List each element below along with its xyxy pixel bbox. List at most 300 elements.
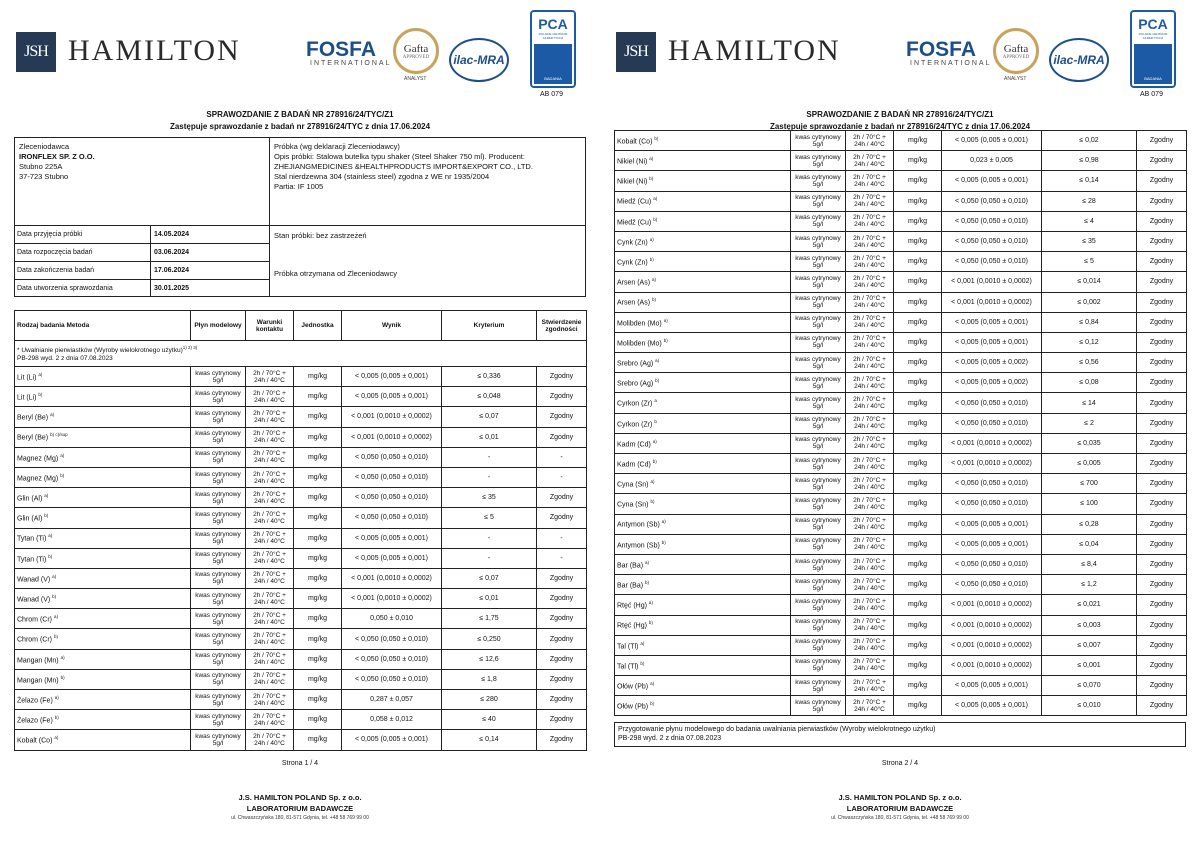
- conformity-cell: Zgodny: [1137, 373, 1187, 393]
- table-row: [15, 629, 587, 649]
- table-row: [15, 730, 587, 750]
- result-cell: < 0,005 (0,005 ± 0,001): [942, 534, 1042, 554]
- element-label: Żelazo (Fe): [17, 717, 53, 725]
- conditions-cell: 2h / 70°C + 24h / 40°C: [846, 272, 894, 292]
- fluid-cell: kwas cytrynowy 5g/l: [791, 575, 846, 595]
- criterion-cell: ≤ 0,070: [1042, 676, 1137, 696]
- element-label: Arsen (As): [617, 299, 651, 307]
- result-cell: < 0,050 (0,050 ± 0,010): [942, 413, 1042, 433]
- col-fluid: Płyn modelowy: [191, 311, 246, 341]
- fluid-cell: kwas cytrynowy 5g/l: [791, 191, 846, 211]
- fosfa-subtitle: INTERNATIONAL: [310, 60, 392, 67]
- footer-lab: LABORATORIUM BADAWCZE: [846, 804, 954, 813]
- conditions-cell: 2h / 70°C + 24h / 40°C: [846, 373, 894, 393]
- fluid-cell: kwas cytrynowy 5g/l: [791, 231, 846, 251]
- conditions-cell: 2h / 70°C + 24h / 40°C: [246, 467, 294, 487]
- fluid-cell: kwas cytrynowy 5g/l: [791, 332, 846, 352]
- element-footnote: b): [653, 216, 658, 222]
- result-cell: < 0,001 (0,0010 ± 0,0002): [942, 615, 1042, 635]
- sample-description: Opis próbki: Stalowa butelka typu shaker (Steel Shaker 750 ml). Producent: ZHEJIANGMEDICINES &HEALTHPRODUCTS IMPORT&EXPORT CO., LTD.: [274, 152, 533, 171]
- table-row: [615, 595, 1187, 615]
- element-label: Cyna (Sn): [617, 501, 649, 509]
- element-footnote: a): [53, 614, 58, 620]
- pca-number: AB 079: [540, 91, 563, 98]
- element-label: Magnez (Mg): [17, 455, 59, 462]
- fluid-cell: kwas cytrynowy 5g/l: [191, 609, 246, 629]
- result-cell: < 0,050 (0,050 ± 0,010): [342, 467, 442, 487]
- conditions-cell: 2h / 70°C + 24h / 40°C: [246, 730, 294, 750]
- gafta-subtitle: ANALYST: [404, 76, 427, 82]
- criterion-cell: ≤ 0,28: [1042, 514, 1137, 534]
- criterion-cell: ≤ 0,14: [1042, 171, 1137, 191]
- table-row: [615, 676, 1187, 696]
- result-cell: < 0,001 (0,0010 ± 0,0002): [942, 454, 1042, 474]
- element-name: [15, 508, 191, 528]
- unit-cell: mg/kg: [294, 548, 342, 568]
- element-footnote: a): [653, 196, 658, 202]
- conditions-cell: 2h / 70°C + 24h / 40°C: [846, 575, 894, 595]
- criterion-cell: ≤ 0,003: [1042, 615, 1137, 635]
- conformity-cell: Zgodny: [1137, 595, 1187, 615]
- conformity-cell: Zgodny: [1137, 676, 1187, 696]
- table-row: [615, 433, 1187, 453]
- table-row: [15, 447, 587, 467]
- conformity-cell: Zgodny: [537, 690, 587, 710]
- unit-cell: mg/kg: [894, 696, 942, 716]
- unit-cell: mg/kg: [294, 568, 342, 588]
- result-cell: < 0,050 (0,050 ± 0,010): [942, 211, 1042, 231]
- conditions-cell: 2h / 70°C + 24h / 40°C: [846, 252, 894, 272]
- element-label: Bar (Ba): [617, 562, 644, 570]
- element-footnote: a: [654, 398, 657, 404]
- sample-state: Stan próbki: bez zastrzeżeń: [274, 231, 367, 240]
- footer-address: ul. Chwaszczyńska 180, 81-571 Gdynia, tel. +48 58 769 99 00: [831, 815, 969, 821]
- table-row: [615, 474, 1187, 494]
- client-city: 37-723 Stubno: [19, 172, 69, 181]
- unit-cell: mg/kg: [894, 171, 942, 191]
- fluid-cell: kwas cytrynowy 5g/l: [791, 696, 846, 716]
- element-name: [615, 332, 791, 352]
- conformity-cell: Zgodny: [1137, 696, 1187, 716]
- criterion-cell: ≤ 700: [1042, 474, 1137, 494]
- element-label: Cynk (Zn): [617, 259, 648, 267]
- conditions-cell: 2h / 70°C + 24h / 40°C: [846, 655, 894, 675]
- result-cell: < 0,005 (0,005 ± 0,001): [342, 730, 442, 750]
- conditions-cell: 2h / 70°C + 24h / 40°C: [246, 508, 294, 528]
- result-cell: < 0,005 (0,005 ± 0,001): [942, 676, 1042, 696]
- element-name: [15, 629, 191, 649]
- conditions-cell: 2h / 70°C + 24h / 40°C: [846, 676, 894, 696]
- element-label: Bar (Ba): [617, 582, 644, 590]
- element-label: Glin (Al): [17, 495, 43, 503]
- fluid-cell: kwas cytrynowy 5g/l: [791, 514, 846, 534]
- table-row: [615, 615, 1187, 635]
- element-footnote: b): [652, 458, 657, 464]
- conformity-cell: Zgodny: [537, 387, 587, 407]
- gafta-logo: [393, 28, 439, 74]
- criterion-cell: ≤ 280: [442, 690, 537, 710]
- table-row: [15, 427, 587, 447]
- result-cell: < 0,005 (0,005 ± 0,001): [942, 131, 1042, 151]
- element-label: Wanad (V): [17, 596, 51, 604]
- conformity-cell: Zgodny: [537, 508, 587, 528]
- fluid-cell: kwas cytrynowy 5g/l: [791, 433, 846, 453]
- unit-cell: mg/kg: [894, 191, 942, 211]
- unit-cell: mg/kg: [894, 595, 942, 615]
- element-label: Glin (Al): [17, 515, 43, 523]
- conformity-cell: Zgodny: [1137, 171, 1187, 191]
- element-footnote: a): [60, 654, 65, 660]
- element-name: [615, 433, 791, 453]
- conditions-cell: 2h / 70°C + 24h / 40°C: [846, 534, 894, 554]
- result-cell: < 0,005 (0,005 ± 0,001): [942, 171, 1042, 191]
- element-label: Arsen (As): [617, 279, 651, 287]
- result-cell: < 0,050 (0,050 ± 0,010): [942, 474, 1042, 494]
- result-cell: < 0,001 (0,0010 ± 0,0002): [942, 272, 1042, 292]
- fluid-cell: kwas cytrynowy 5g/l: [791, 252, 846, 272]
- conformity-cell: Zgodny: [1137, 393, 1187, 413]
- criterion-cell: ≤ 100: [1042, 494, 1137, 514]
- conditions-cell: 2h / 70°C + 24h / 40°C: [846, 494, 894, 514]
- result-cell: < 0,050 (0,050 ± 0,010): [942, 252, 1042, 272]
- date-label: Data rozpoczęcia badań: [17, 249, 93, 256]
- conformity-cell: -: [537, 467, 587, 487]
- element-footnote: a): [650, 680, 655, 686]
- section-note-line1: * Uwalnianie pierwiastków (Wyroby wielokrotnego użytku): [17, 347, 183, 355]
- element-name: [15, 609, 191, 629]
- unit-cell: mg/kg: [294, 629, 342, 649]
- gafta-approved: APPROVED: [1002, 54, 1030, 60]
- table-row: [15, 568, 587, 588]
- element-name: [615, 312, 791, 332]
- fluid-cell: kwas cytrynowy 5g/l: [791, 534, 846, 554]
- element-name: [15, 669, 191, 689]
- element-footnote: a): [44, 493, 49, 499]
- conditions-cell: 2h / 70°C + 24h / 40°C: [246, 629, 294, 649]
- table-row: [15, 508, 587, 528]
- result-cell: 0,023 ± 0,005: [942, 151, 1042, 171]
- element-name: [615, 554, 791, 574]
- report-title: SPRAWOZDANIE Z BADAŃ NR 278916/24/TYC/Z1: [806, 110, 994, 119]
- report-subtitle: Zastępuje sprawozdanie z badań nr 278916/24/TYC z dnia 17.06.2024: [169, 122, 431, 131]
- unit-cell: mg/kg: [894, 151, 942, 171]
- element-label: Kadm (Cd): [617, 461, 651, 469]
- element-footnote: b): [648, 620, 653, 626]
- result-cell: < 0,001 (0,0010 ± 0,0002): [342, 589, 442, 609]
- element-label: Srebro (Ag): [617, 380, 654, 388]
- fluid-cell: kwas cytrynowy 5g/l: [791, 272, 846, 292]
- conformity-cell: Zgodny: [537, 609, 587, 629]
- unit-cell: mg/kg: [894, 393, 942, 413]
- table-row: [15, 669, 587, 689]
- criterion-cell: ≤ 0,007: [1042, 635, 1137, 655]
- unit-cell: mg/kg: [894, 292, 942, 312]
- conformity-cell: Zgodny: [1137, 231, 1187, 251]
- sample-label: Próbka (wg deklaracji Zleceniodawcy): [274, 142, 400, 151]
- element-name: [615, 655, 791, 675]
- element-name: [15, 548, 191, 568]
- element-label: Beryl (Be): [17, 434, 49, 442]
- table-row: [615, 151, 1187, 171]
- result-cell: 0,050 ± 0,010: [342, 609, 442, 629]
- sample-batch: Partia: IF 1005: [274, 182, 324, 191]
- date-label: Data zakończenia badań: [17, 267, 95, 274]
- element-name: [615, 292, 791, 312]
- result-cell: < 0,001 (0,0010 ± 0,0002): [342, 407, 442, 427]
- element-name: [15, 649, 191, 669]
- element-footnote: b) c)/sup: [50, 432, 68, 438]
- pca-badge: BADANIA: [534, 44, 572, 84]
- conditions-cell: 2h / 70°C + 24h / 40°C: [246, 690, 294, 710]
- result-cell: < 0,050 (0,050 ± 0,010): [342, 669, 442, 689]
- element-name: [15, 589, 191, 609]
- table-row: [615, 655, 1187, 675]
- pca-badge: BADANIA: [1134, 44, 1172, 84]
- result-cell: < 0,050 (0,050 ± 0,010): [342, 447, 442, 467]
- element-footnote: a): [655, 357, 660, 363]
- criterion-cell: ≤ 0,005: [1042, 454, 1137, 474]
- element-name: [15, 367, 191, 387]
- criterion-cell: ≤ 0,56: [1042, 353, 1137, 373]
- fluid-cell: kwas cytrynowy 5g/l: [791, 393, 846, 413]
- element-footnote: b): [650, 701, 655, 707]
- element-footnote: b): [652, 297, 657, 303]
- date-label: Data utworzenia sprawozdania: [17, 285, 113, 292]
- element-label: Ołów (Pb): [617, 703, 649, 711]
- col-conformity: Stwierdzenie zgodności: [537, 311, 587, 341]
- result-cell: < 0,001 (0,0010 ± 0,0002): [342, 568, 442, 588]
- element-name: [615, 131, 791, 151]
- element-footnote: b): [663, 337, 668, 343]
- fluid-cell: kwas cytrynowy 5g/l: [791, 312, 846, 332]
- fluid-cell: kwas cytrynowy 5g/l: [791, 353, 846, 373]
- conditions-cell: 2h / 70°C + 24h / 40°C: [246, 528, 294, 548]
- element-name: [615, 211, 791, 231]
- element-label: Lit (Li): [17, 374, 37, 382]
- result-cell: < 0,005 (0,005 ± 0,001): [942, 312, 1042, 332]
- conformity-cell: -: [537, 548, 587, 568]
- conditions-cell: 2h / 70°C + 24h / 40°C: [846, 554, 894, 574]
- element-name: [615, 454, 791, 474]
- preparation-note-line2: PB-298 wyd. 2 z dnia 07.08.2023: [618, 735, 722, 742]
- table-row: [615, 272, 1187, 292]
- criterion-cell: ≤ 0,02: [1042, 131, 1137, 151]
- section-note-line2: PB-298 wyd. 2 z dnia 07.08.2023: [17, 355, 113, 363]
- criterion-cell: ≤ 35: [442, 488, 537, 508]
- element-footnote: a): [663, 317, 668, 323]
- fluid-cell: kwas cytrynowy 5g/l: [791, 494, 846, 514]
- table-row: [15, 690, 587, 710]
- element-label: Mangan (Mn): [17, 656, 59, 664]
- date-value: 17.06.2024: [150, 262, 270, 279]
- result-cell: < 0,050 (0,050 ± 0,010): [942, 393, 1042, 413]
- element-label: Nikiel (Ni): [617, 158, 648, 166]
- table-row: [15, 528, 587, 548]
- result-cell: 0,287 ± 0,057: [342, 690, 442, 710]
- client-name: IRONFLEX SP. Z O.O.: [19, 152, 95, 161]
- table-row: [15, 649, 587, 669]
- page-number: Strona 2 / 4: [881, 760, 919, 767]
- element-footnote: a): [649, 236, 654, 242]
- date-value: 14.05.2024: [150, 226, 270, 243]
- criterion-cell: ≤ 1,2: [1042, 575, 1137, 595]
- element-footnote: b): [52, 593, 57, 599]
- element-name: [615, 534, 791, 554]
- conditions-cell: 2h / 70°C + 24h / 40°C: [246, 710, 294, 730]
- element-footnote: a): [38, 371, 43, 377]
- unit-cell: mg/kg: [894, 211, 942, 231]
- hamilton-logo-mark: JSH: [16, 32, 56, 72]
- fluid-cell: kwas cytrynowy 5g/l: [191, 568, 246, 588]
- conformity-cell: Zgodny: [537, 669, 587, 689]
- table-row: [615, 292, 1187, 312]
- element-footnote: a): [652, 277, 657, 283]
- criterion-cell: ≤ 0,04: [1042, 534, 1137, 554]
- element-name: [15, 467, 191, 487]
- criterion-cell: ≤ 12,6: [442, 649, 537, 669]
- result-cell: < 0,005 (0,005 ± 0,001): [942, 696, 1042, 716]
- preparation-note: [614, 722, 1186, 747]
- result-cell: < 0,050 (0,050 ± 0,010): [942, 575, 1042, 595]
- pca-number: AB 079: [1140, 91, 1163, 98]
- element-label: Cyrkon (Zr): [617, 400, 653, 408]
- element-label: Chrom (Cr): [17, 636, 52, 644]
- table-row: [615, 131, 1187, 151]
- table-row: [615, 635, 1187, 655]
- element-label: Wanad (V): [17, 576, 51, 584]
- element-name: [615, 272, 791, 292]
- element-name: [15, 528, 191, 548]
- footer-address: ul. Chwaszczyńska 180, 81-571 Gdynia, tel. +48 58 769 99 00: [231, 815, 369, 821]
- conformity-cell: -: [537, 447, 587, 467]
- fluid-cell: kwas cytrynowy 5g/l: [191, 629, 246, 649]
- element-label: Tytan (Ti): [17, 535, 47, 543]
- element-footnote: a): [661, 519, 666, 525]
- result-cell: < 0,050 (0,050 ± 0,010): [942, 191, 1042, 211]
- element-name: [615, 171, 791, 191]
- fluid-cell: kwas cytrynowy 5g/l: [191, 447, 246, 467]
- conditions-cell: 2h / 70°C + 24h / 40°C: [246, 548, 294, 568]
- element-name: [15, 568, 191, 588]
- client-label: Zleceniodawca: [19, 142, 70, 151]
- element-name: [15, 488, 191, 508]
- conformity-cell: Zgodny: [1137, 474, 1187, 494]
- conditions-cell: 2h / 70°C + 24h / 40°C: [846, 231, 894, 251]
- element-name: [615, 595, 791, 615]
- element-name: [15, 447, 191, 467]
- element-footnote: a): [52, 573, 57, 579]
- page-number: Strona 1 / 4: [281, 760, 319, 767]
- divider: [270, 225, 586, 226]
- table-row: [615, 696, 1187, 716]
- element-name: [615, 393, 791, 413]
- conditions-cell: 2h / 70°C + 24h / 40°C: [846, 615, 894, 635]
- element-label: Chrom (Cr): [17, 616, 52, 624]
- criterion-cell: -: [442, 548, 537, 568]
- criterion-cell: -: [442, 467, 537, 487]
- sample-steel: Stal nierdzewna 304 (stainless steel) zgodna z WE nr 1935/2004: [274, 172, 490, 181]
- conditions-cell: 2h / 70°C + 24h / 40°C: [246, 609, 294, 629]
- conditions-cell: 2h / 70°C + 24h / 40°C: [846, 393, 894, 413]
- result-cell: < 0,005 (0,005 ± 0,001): [942, 514, 1042, 534]
- pca-subtitle: POLSKIE CENTRUM AKREDYTACJI: [538, 32, 568, 40]
- element-label: Cyrkon (Zr): [617, 420, 653, 428]
- unit-cell: mg/kg: [894, 433, 942, 453]
- element-name: [15, 407, 191, 427]
- result-cell: < 0,050 (0,050 ± 0,010): [942, 494, 1042, 514]
- table-row: [15, 407, 587, 427]
- result-cell: < 0,001 (0,0010 ± 0,0002): [942, 635, 1042, 655]
- criterion-cell: ≤ 0,021: [1042, 595, 1137, 615]
- client-block: [15, 138, 270, 225]
- result-cell: < 0,005 (0,005 ± 0,001): [942, 332, 1042, 352]
- table-row: [15, 548, 587, 568]
- section-note-sup: 1) 2) 3): [182, 345, 198, 350]
- element-label: Molibden (Mo): [617, 340, 662, 348]
- element-name: [15, 710, 191, 730]
- conformity-cell: Zgodny: [537, 649, 587, 669]
- element-footnote: b): [53, 634, 58, 640]
- result-cell: < 0,005 (0,005 ± 0,001): [342, 387, 442, 407]
- table-row: [615, 312, 1187, 332]
- element-footnote: a): [54, 735, 59, 741]
- element-label: Beryl (Be): [17, 414, 49, 422]
- element-footnote: a): [640, 640, 645, 646]
- unit-cell: mg/kg: [294, 528, 342, 548]
- criterion-cell: ≤ 35: [1042, 231, 1137, 251]
- conformity-cell: Zgodny: [1137, 151, 1187, 171]
- conditions-cell: 2h / 70°C + 24h / 40°C: [846, 595, 894, 615]
- table-row: [615, 575, 1187, 595]
- element-label: Nikiel (Ni): [617, 178, 648, 186]
- table-row: [615, 413, 1187, 433]
- fluid-cell: kwas cytrynowy 5g/l: [191, 407, 246, 427]
- unit-cell: mg/kg: [894, 373, 942, 393]
- element-label: Molibden (Mo): [617, 319, 662, 327]
- result-cell: < 0,005 (0,005 ± 0,001): [342, 528, 442, 548]
- fluid-cell: kwas cytrynowy 5g/l: [191, 488, 246, 508]
- conditions-cell: 2h / 70°C + 24h / 40°C: [846, 312, 894, 332]
- conditions-cell: 2h / 70°C + 24h / 40°C: [246, 649, 294, 669]
- table-row: [15, 589, 587, 609]
- element-footnote: b): [44, 513, 49, 519]
- unit-cell: mg/kg: [894, 615, 942, 635]
- element-label: Kobalt (Co): [617, 138, 653, 146]
- unit-cell: mg/kg: [294, 669, 342, 689]
- element-footnote: a): [645, 559, 650, 565]
- fluid-cell: kwas cytrynowy 5g/l: [791, 292, 846, 312]
- conformity-cell: Zgodny: [1137, 454, 1187, 474]
- conformity-cell: Zgodny: [537, 710, 587, 730]
- element-footnote: b): [60, 674, 65, 680]
- criterion-cell: ≤ 0,014: [1042, 272, 1137, 292]
- conformity-cell: Zgodny: [1137, 615, 1187, 635]
- fluid-cell: kwas cytrynowy 5g/l: [191, 710, 246, 730]
- unit-cell: mg/kg: [294, 690, 342, 710]
- unit-cell: mg/kg: [294, 367, 342, 387]
- element-label: Antymon (Sb): [617, 542, 660, 549]
- unit-cell: mg/kg: [894, 676, 942, 696]
- result-cell: 0,058 ± 0,012: [342, 710, 442, 730]
- footer-company: J.S. HAMILTON POLAND Sp. z o.o.: [838, 793, 962, 802]
- hamilton-logo-name: HAMILTON: [668, 34, 841, 67]
- element-name: [615, 575, 791, 595]
- conditions-cell: 2h / 70°C + 24h / 40°C: [846, 635, 894, 655]
- criterion-cell: ≤ 0,250: [442, 629, 537, 649]
- element-footnote: a): [652, 438, 657, 444]
- conformity-cell: Zgodny: [1137, 332, 1187, 352]
- col-criterion: Kryterium: [442, 311, 537, 341]
